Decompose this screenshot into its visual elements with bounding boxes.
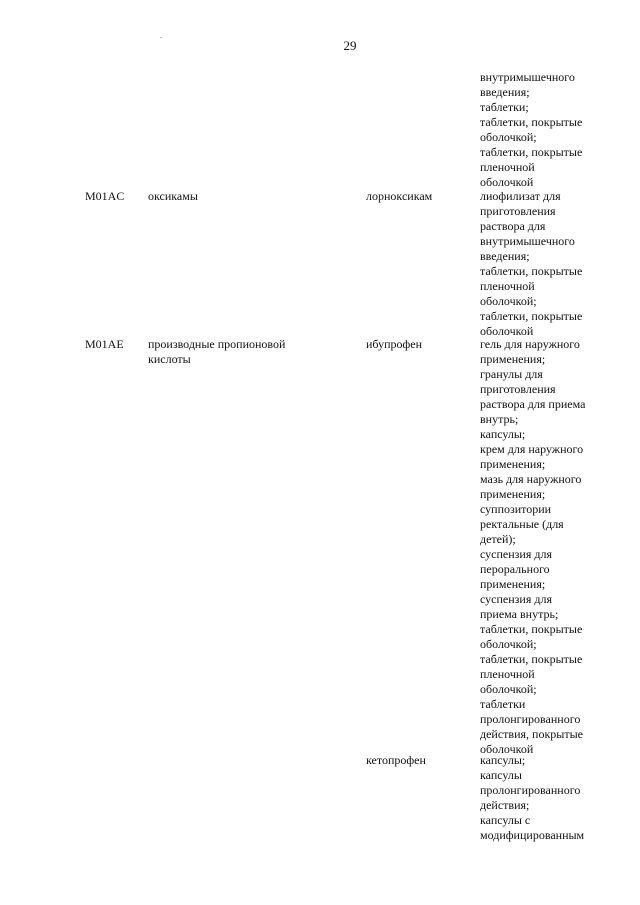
dosage-form-line: крем для наружного — [480, 442, 584, 456]
dosage-form-line: таблетки, покрытые — [480, 309, 583, 323]
dosage-form-line: таблетки, покрытые — [480, 652, 583, 666]
dosage-form-line: приема внутрь; — [480, 607, 559, 621]
pharmacological-group: оксикамы — [148, 189, 198, 203]
dosage-form-line: капсулы; — [480, 753, 526, 767]
dosage-form-line: таблетки, покрытые — [480, 145, 583, 159]
dosage-form-line: действия, покрытые — [480, 727, 583, 741]
dosage-form-line: пленочной — [480, 667, 535, 681]
dosage-form-line: лиофилизат для — [480, 189, 561, 203]
dosage-form-line: таблетки, покрытые — [480, 115, 583, 129]
pharmacological-group — [148, 337, 348, 367]
dosage-form-line: внутримышечного — [480, 70, 575, 84]
dosage-forms-cell — [480, 70, 610, 190]
page-number-text: 29 — [343, 38, 357, 53]
atc-code: M01AC — [85, 189, 125, 203]
group-line: кислоты — [148, 352, 191, 366]
dosage-form-line: гранулы для — [480, 367, 543, 381]
dosage-forms-cell — [480, 337, 610, 757]
dosage-form-line: приготовления — [480, 204, 556, 218]
dosage-form-line: введения; — [480, 249, 530, 263]
dosage-form-line: суппозитории — [480, 502, 552, 516]
group-line: производные пропионовой — [148, 337, 286, 351]
dosage-form-line: таблетки, покрытые — [480, 264, 583, 278]
dosage-form-line: капсулы — [480, 768, 522, 782]
dosage-form-line: пролонгированного — [480, 783, 581, 797]
dosage-form-line: раствора для приема — [480, 397, 586, 411]
dosage-form-line: суспензия для — [480, 592, 552, 606]
dosage-form-line: применения; — [480, 487, 546, 501]
dosage-form-line: оболочкой; — [480, 682, 537, 696]
drug-name: ибупрофен — [366, 337, 423, 351]
drug-name: лорноксикам — [366, 189, 433, 203]
dosage-form-line: введения; — [480, 85, 530, 99]
dosage-form-line: оболочкой — [480, 324, 534, 338]
page-number — [0, 38, 640, 54]
drug-name: кетопрофен — [366, 753, 426, 767]
dosage-form-line: таблетки; — [480, 100, 529, 114]
dosage-form-line: применения; — [480, 457, 546, 471]
dosage-form-line: приготовления — [480, 382, 556, 396]
dosage-form-line: капсулы с — [480, 813, 531, 827]
dosage-form-line: внутрь; — [480, 412, 519, 426]
dosage-forms-cell — [480, 189, 610, 339]
dosage-form-line: оболочкой — [480, 742, 534, 756]
dosage-form-line: детей); — [480, 532, 516, 546]
dosage-form-line: мазь для наружного — [480, 472, 582, 486]
dosage-form-line: капсулы; — [480, 427, 526, 441]
dosage-form-line: пленочной — [480, 160, 535, 174]
dosage-form-line: таблетки — [480, 697, 526, 711]
dosage-form-line: ректальные (для — [480, 517, 564, 531]
dosage-form-line: перорального — [480, 562, 550, 576]
dosage-form-line: применения; — [480, 577, 546, 591]
dosage-form-line: пролонгированного — [480, 712, 581, 726]
dosage-form-line: действия; — [480, 798, 530, 812]
dosage-form-line: оболочкой; — [480, 130, 537, 144]
dosage-form-line: оболочкой — [480, 175, 534, 189]
dosage-form-line: пленочной — [480, 279, 535, 293]
dosage-form-line: суспензия для — [480, 547, 552, 561]
dosage-form-line: оболочкой; — [480, 637, 537, 651]
dosage-forms-cell — [480, 753, 610, 843]
dosage-form-line: таблетки, покрытые — [480, 622, 583, 636]
dosage-form-line: оболочкой; — [480, 294, 537, 308]
dosage-form-line: раствора для — [480, 219, 546, 233]
dosage-form-line: гель для наружного — [480, 337, 580, 351]
dosage-form-line: внутримышечного — [480, 234, 575, 248]
dosage-form-line: применения; — [480, 352, 546, 366]
dosage-form-line: модифицированным — [480, 828, 585, 842]
atc-code: M01AE — [85, 337, 124, 351]
